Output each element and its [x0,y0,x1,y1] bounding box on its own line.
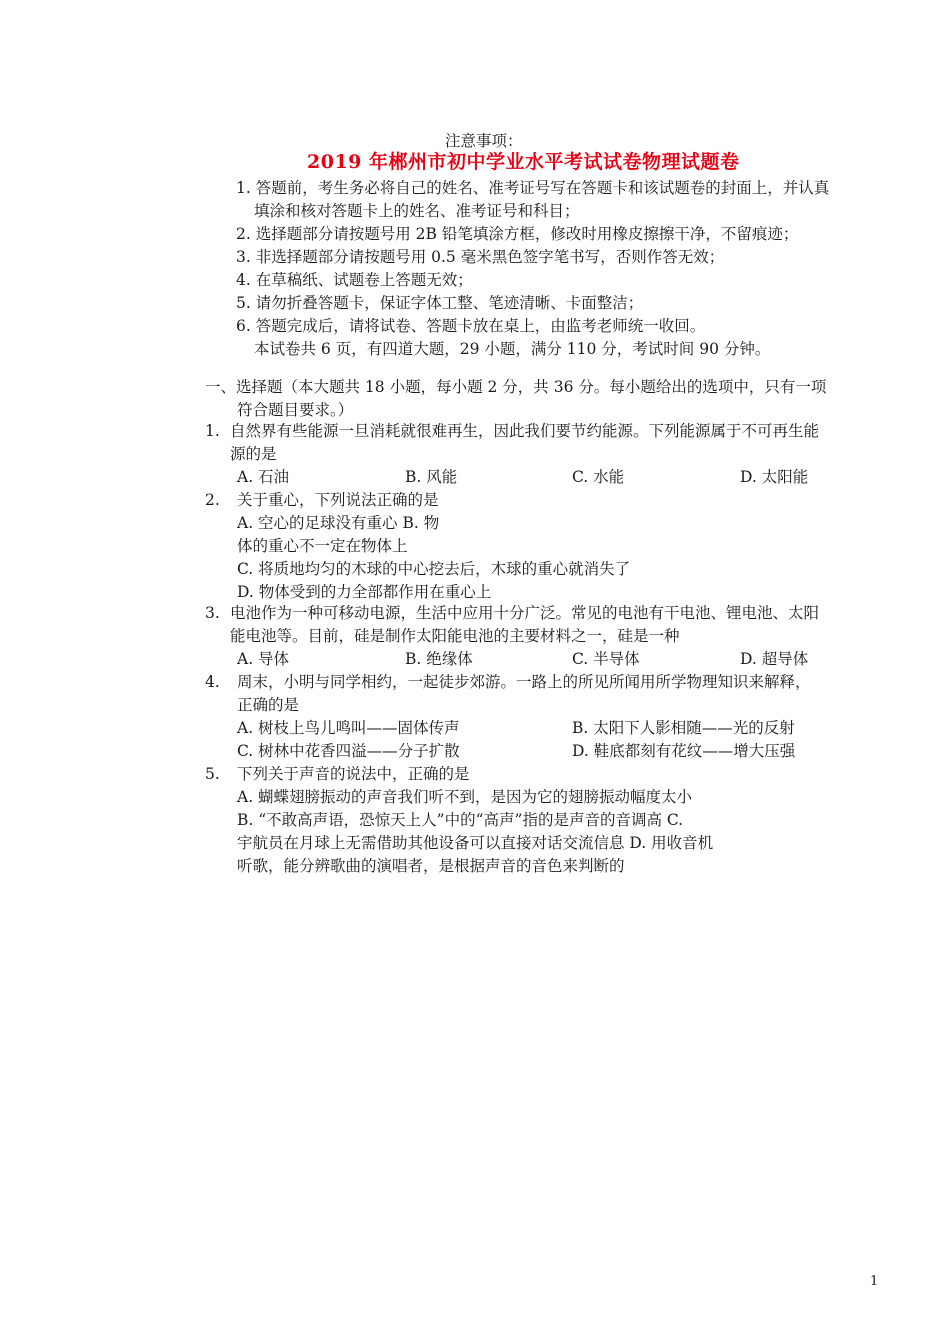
option-line-1: A. 蝴蝶翅膀振动的声音我们听不到，是因为它的翅膀振动幅度太小 [237,788,693,806]
option-line-2: 体的重心不一定在物体上 [237,537,408,555]
option-d: D. 鞋底都刻有花纹——增大压强 [572,742,796,760]
section-one-line-2: 符合题目要求。） [237,401,354,419]
question-stem: 自然界有些能源一旦消耗就很难再生，因此我们要节约能源。下列能源属于不可再生能 [230,422,820,440]
notice-heading: 注意事项： [445,132,523,150]
option-line-2: B. “不敢高声语，恐惊天上人”中的“高声”指的是声音的音调高 C. [237,811,684,829]
notice-item-2: 2. 选择题部分请按题号用 2B 铅笔填涂方框，修改时用橡皮擦擦干净，不留痕迹； [236,225,799,243]
notice-item-1-cont: 填涂和核对答题卡上的姓名、准考证号和科目； [254,202,580,220]
option-b: B. 风能 [405,468,458,486]
question-stem: 周末，小明与同学相约，一起徒步郊游。一路上的所见所闻用所学物理知识来解释， [237,673,811,691]
option-b: B. 太阳下人影相随——光的反射 [572,719,795,737]
option-line-4: 听歌，能分辨歌曲的演唱者，是根据声音的音色来判断的 [237,857,625,875]
notice-item-4: 4. 在草稿纸、试题卷上答题无效； [236,271,473,289]
notice-item-3: 3. 非选择题部分请按题号用 0.5 毫米黑色签字笔书写，否则作答无效； [236,248,725,266]
section-one-line-1: 一、选择题（本大题共 18 小题，每小题 2 分，共 36 分。每小题给出的选项中，只有一项 [205,378,827,396]
question-number: 2. [205,491,220,509]
question-stem: 电池作为一种可移动电源，生活中应用十分广泛。常见的电池有干电池、锂电池、太阳 [230,604,820,622]
option-line-3: 宇航员在月球上无需借助其他设备可以直接对话交流信息 D. 用收音机 [237,834,714,852]
question-stem: 关于重心，下列说法正确的是 [237,491,439,509]
notice-item-6: 6. 答题完成后，请将试卷、答题卡放在桌上，由监考老师统一收回。 [236,317,706,335]
question-number: 3. [205,604,220,622]
question-stem-cont: 源的是 [230,445,277,463]
question-number: 5. [205,765,220,783]
option-c: C. 半导体 [572,650,640,668]
option-a: A. 石油 [237,468,290,486]
option-a: A. 树枝上鸟儿鸣叫——固体传声 [237,719,460,737]
question-stem-cont: 正确的是 [237,696,300,714]
page-title: 2019 年郴州市初中学业水平考试试卷物理试题卷 [307,151,740,173]
exam-summary: 本试卷共 6 页，有四道大题，29 小题，满分 110 分，考试时间 90 分钟。 [254,340,771,358]
option-c: C. 水能 [572,468,625,486]
option-d: D. 物体受到的力全部都作用在重心上 [237,583,492,601]
option-c: C. 树林中花香四溢——分子扩散 [237,742,460,760]
notice-item-5: 5. 请勿折叠答题卡，保证字体工整、笔迹清晰、卡面整洁； [236,294,644,312]
option-c: C. 将质地均匀的木球的中心挖去后，木球的重心就消失了 [237,560,631,578]
option-d: D. 太阳能 [740,468,809,486]
notice-item-1: 1. 答题前，考生务必将自己的姓名、准考证号写在答题卡和该试题卷的封面上，并认真 [236,179,830,197]
option-d: D. 超导体 [740,650,809,668]
question-stem-cont: 能电池等。目前，硅是制作太阳能电池的主要材料之一，硅是一种 [230,627,680,645]
question-number: 1. [205,422,220,440]
page-number: 1 [870,1274,879,1289]
option-line-1: A. 空心的足球没有重心 B. 物 [237,514,440,532]
question-stem: 下列关于声音的说法中，正确的是 [237,765,470,783]
question-number: 4. [205,673,220,691]
option-b: B. 绝缘体 [405,650,473,668]
option-a: A. 导体 [237,650,290,668]
